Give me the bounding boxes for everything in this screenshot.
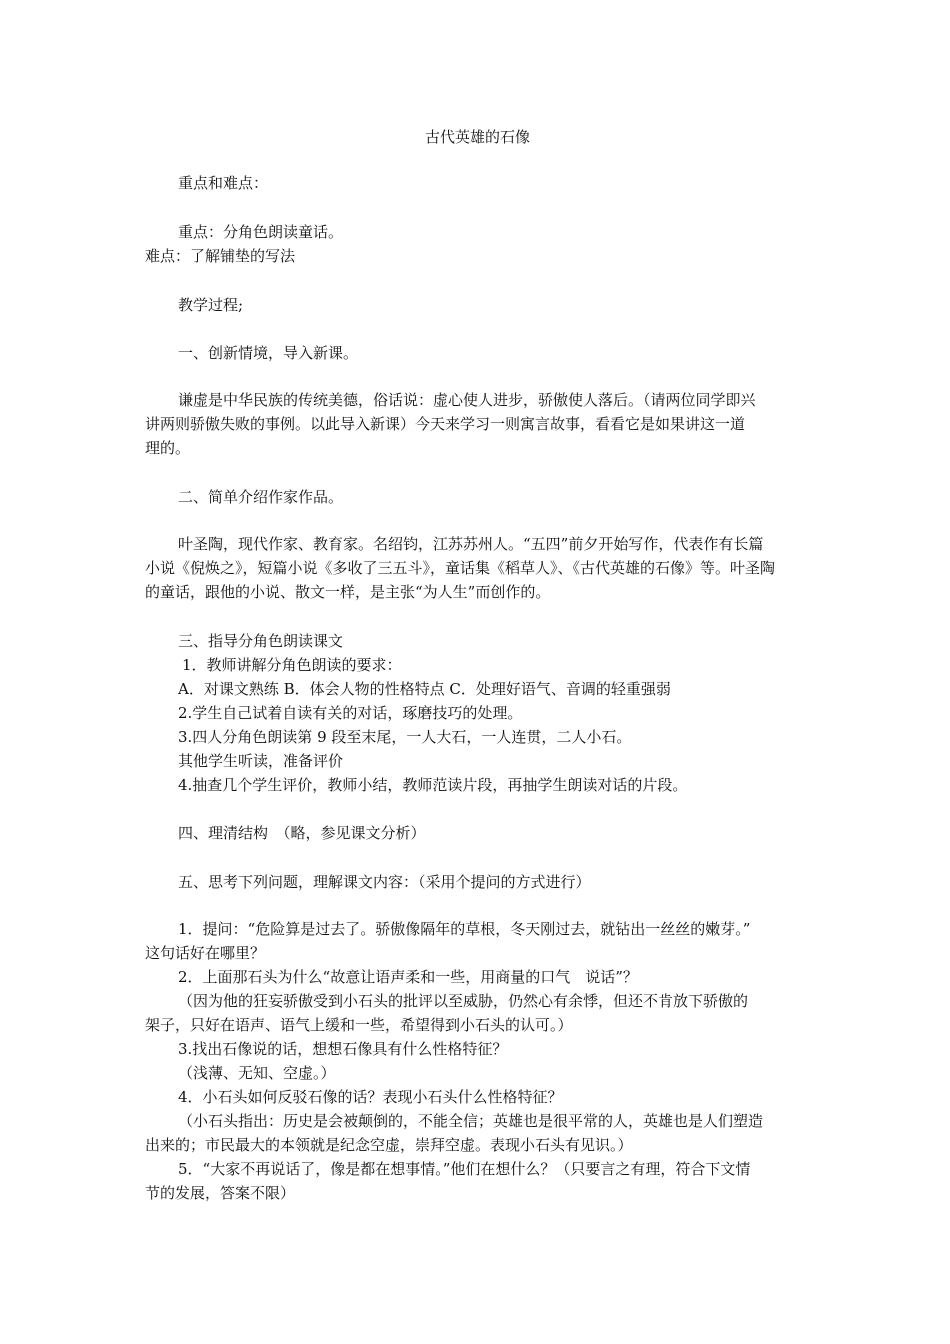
text-line: 重点：分角色朗读童话。 xyxy=(178,223,344,241)
text-line: 四、理清结构 （略，参见课文分析） xyxy=(178,824,426,842)
text-line: 的童话，跟他的小说、散文一样，是主张“为人生”而创作的。 xyxy=(145,583,551,601)
text-line: A．对课文熟练 B．体会人物的性格特点 C．处理好语气、音调的轻重强弱 xyxy=(178,680,671,698)
text-line: 3.四人分角色朗读第 9 段至末尾，一人大石，一人连贯，二人小石。 xyxy=(178,728,632,746)
text-line: 讲两则骄傲失败的事例。以此导入新课）今天来学习一则寓言故事，看看它是如果讲这一道 xyxy=(145,415,746,433)
text-line: 2.学生自己试着自读有关的对话，琢磨技巧的处理。 xyxy=(178,704,523,722)
text-line: 其他学生听读，准备评价 xyxy=(178,752,344,770)
text-line: 难点：了解铺垫的写法 xyxy=(145,247,296,265)
text-line: 节的发展，答案不限） xyxy=(145,1184,296,1202)
text-line: 五、思考下列问题，理解课文内容：（采用个提问的方式进行） xyxy=(178,873,591,891)
text-line: 这句话好在哪里？ xyxy=(145,944,266,962)
text-line: （浅薄、无知、空虚。） xyxy=(178,1064,336,1082)
text-line: 4.抽查几个学生评价，教师小结，教师范读片段，再抽学生朗读对话的片段。 xyxy=(178,776,688,794)
text-line: （小石头指出：历史是会被颠倒的，不能全信；英雄也是很平常的人，英雄也是人们塑造 xyxy=(178,1112,764,1130)
text-line: 1．教师讲解分角色朗读的要求： xyxy=(182,656,402,674)
text-line: 教学过程; xyxy=(178,296,244,314)
text-line: 3.找出石像说的话，想想石像具有什么性格特征？ xyxy=(178,1040,508,1058)
text-line: 谦虚是中华民族的传统美德，俗话说：虚心使人进步，骄傲使人落后。（请两位同学即兴 xyxy=(178,391,756,409)
text-line: 5．“大家不再说话了，像是都在想事情。”他们在想什么？（只要言之有理，符合下文情 xyxy=(178,1160,751,1178)
text-line: 二、简单介绍作家作品。 xyxy=(178,488,344,506)
text-line: 重点和难点： xyxy=(178,174,269,192)
document-title: 古代英雄的石像 xyxy=(424,128,530,146)
text-line: 三、指导分角色朗读课文 xyxy=(178,632,344,650)
text-line: 架子，只好在语声、语气上缓和一些，希望得到小石头的认可。） xyxy=(145,1016,573,1034)
text-line: 1．提问：“危险算是过去了。骄傲像隔年的草根，冬天刚过去，就钻出一丝丝的嫩芽。” xyxy=(178,920,751,938)
text-line: 叶圣陶，现代作家、教育家。名绍钧，江苏苏州人。“五四”前夕开始写作，代表作有长篇 xyxy=(178,535,764,553)
text-line: 小说《倪焕之》，短篇小说《多收了三五斗》，童话集《稻草人》、《古代英雄的石像》等。叶圣陶 xyxy=(145,559,776,577)
text-line: 一、创新情境，导入新课。 xyxy=(178,344,359,362)
text-line: 出来的；市民最大的本领就是纪念空虚，崇拜空虚。表现小石头有见识。） xyxy=(145,1136,633,1154)
text-line: 2．上面那石头为什么“故意让语声柔和一些，用商量的口气 说话”？ xyxy=(178,968,638,986)
text-line: 4．小石头如何反驳石像的话？表现小石头什么性格特征？ xyxy=(178,1088,563,1106)
text-line: 理的。 xyxy=(145,439,191,457)
text-line: （因为他的狂妄骄傲受到小石头的批评以至威胁，仍然心有余悸，但还不肯放下骄傲的 xyxy=(178,992,749,1010)
